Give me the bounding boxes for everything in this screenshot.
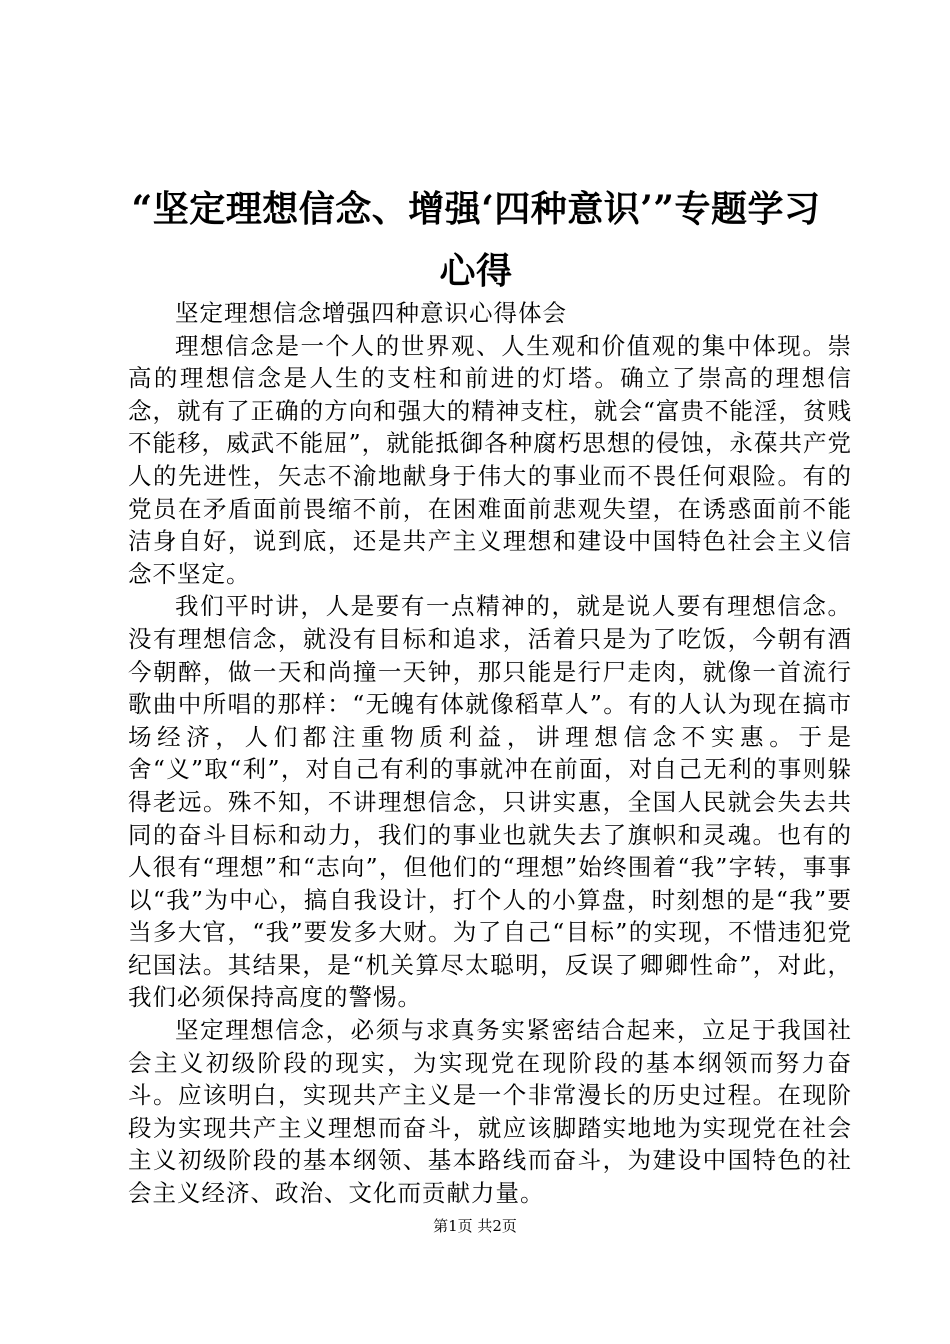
document-subtitle: 坚定理想信念增强四种意识心得体会 bbox=[175, 299, 567, 327]
document-title: “坚定理想信念、增强‘四种意识’”专题学习心得 bbox=[131, 188, 821, 292]
page-footer: 第1页 共2页 bbox=[433, 1217, 517, 1235]
paragraph-3: 坚定理想信念，必须与求真务实紧密结合起来，立足于我国社会主义初级阶段的现实，为实现党在现阶段的基本纲领而努力奋斗。应该明白，实现共产主义是一个非常漫长的历史过程。在现阶段为实现共产主义理想而奋斗，就应该脚踏实地地为实现党在社会主义初级阶段的基本纲领、基本路线而奋斗，为建设中国特色的社会主义经济、政治、文化而贡献力量。 bbox=[128, 1016, 852, 1208]
paragraph-2: 我们平时讲，人是要有一点精神的，就是说人要有理想信念。没有理想信念，就没有目标和追求，活着只是为了吃饭，今朝有酒今朝醉，做一天和尚撞一天钟，那只能是行尸走肉，就像一首流行歌曲中所唱的那样：“无魄有体就像稻草人”。有的人认为现在搞市场经济，人们都注重物质利益，讲理想信念不实惠。于是舍“义”取“利”，对自己有利的事就冲在前面，对自己无利的事则躲得老远。殊不知，不讲理想信念，只讲实惠，全国人民就会失去共同的奋斗目标和动力，我们的事业也就失去了旗帜和灵魂。也有的人很有“理想”和“志向”，但他们的“理想”始终围着“我”字转，事事以“我”为中心，搞自我设计，打个人的小算盘，时刻想的是“我”要当多大官，“我”要发多大财。为了自己“目标”的实现，不惜违犯党纪国法。其结果，是“机关算尽太聪明，反误了卿卿性命”，对此，我们必须保持高度的警惕。 bbox=[128, 592, 852, 1012]
document-body bbox=[128, 297, 852, 1210]
paragraph-1: 理想信念是一个人的世界观、人生观和价值观的集中体现。崇高的理想信念是人生的支柱和前进的灯塔。确立了崇高的理想信念，就有了正确的方向和强大的精神支柱，就会“富贵不能淫，贫贱不能移，威武不能屈”，就能抵御各种腐朽思想的侵蚀，永葆共产党人的先进性，矢志不渝地献身于伟大的事业而不畏任何艰险。有的党员在矛盾面前畏缩不前，在困难面前悲观失望，在诱惑面前不能洁身自好，说到底，还是共产主义理想和建设中国特色社会主义信念不坚定。 bbox=[128, 331, 852, 588]
